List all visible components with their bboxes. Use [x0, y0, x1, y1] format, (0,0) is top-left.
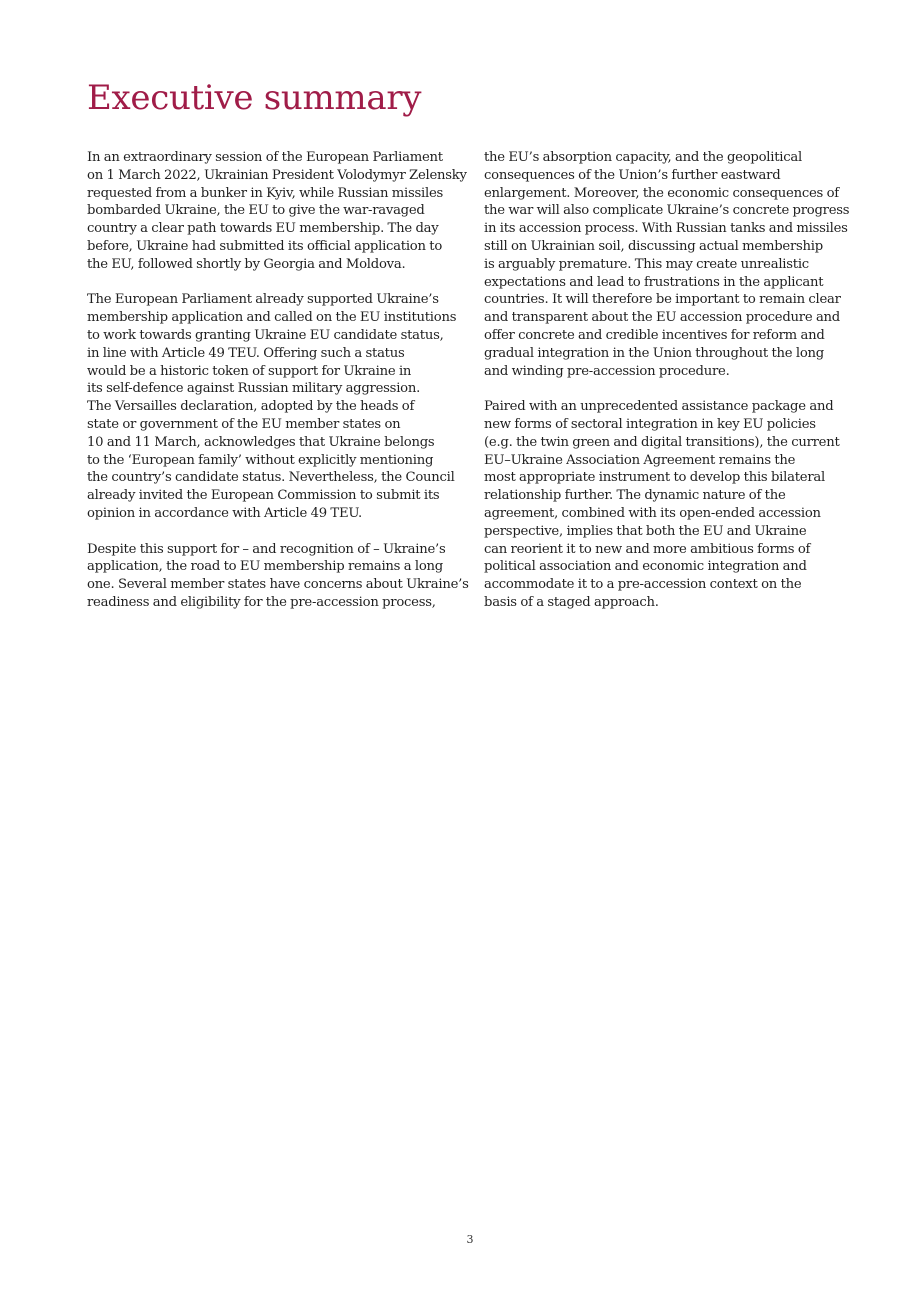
text-line: to work towards granting Ukraine EU candidate status,	[87, 327, 444, 343]
text-line: In an extraordinary session of the European Parliament	[87, 150, 443, 165]
text-line: on 1 March 2022, Ukrainian President Volodymyr Zelensky	[87, 167, 467, 183]
text-line: and winding pre-accession procedure.	[484, 363, 730, 379]
text-line: the EU, followed shortly by Georgia and Moldova.	[87, 256, 406, 272]
text-line: new forms of sectoral integration in key EU policies	[484, 416, 816, 432]
text-line: is arguably premature. This may create unrealistic	[484, 256, 809, 272]
text-line: the country’s candidate status. Nevertheless, the Council	[87, 470, 455, 486]
text-line: EU–Ukraine Association Agreement remains the	[484, 452, 796, 468]
text-line: requested from a bunker in Kyiv, while Russian missiles	[87, 185, 444, 201]
text-line: can reorient it to new and more ambitious forms of	[484, 541, 811, 557]
text-line: still on Ukrainian soil, discussing actual membership	[484, 238, 823, 254]
text-line: enlargement. Moreover, the economic consequences of	[484, 185, 839, 201]
text-line: application, the road to EU membership remains a long	[87, 559, 443, 575]
text-line: (e.g. the twin green and digital transitions), the current	[484, 434, 840, 450]
text-line: and transparent about the EU accession procedure and	[484, 310, 840, 326]
text-line: in line with Article 49 TEU. Offering such a status	[87, 345, 405, 361]
paragraph	[484, 398, 856, 612]
text-line: political association and economic integration and	[484, 559, 807, 575]
page-title: Executive summary	[87, 78, 422, 118]
text-line: 10 and 11 March, acknowledges that Ukraine belongs	[87, 434, 435, 450]
text-line: in its accession process. With Russian tanks and missiles	[484, 221, 848, 237]
text-line: country a clear path towards EU membership. The day	[87, 221, 439, 237]
page-number: 3	[466, 1233, 474, 1246]
text-line: relationship further. The dynamic nature of the	[484, 488, 786, 504]
text-line: bombarded Ukraine, the EU to give the war-ravaged	[87, 203, 425, 219]
paragraph	[87, 291, 459, 522]
text-line: the war will also complicate Ukraine’s concrete progress	[484, 203, 850, 219]
text-line: before, Ukraine had submitted its official application to	[87, 238, 443, 254]
text-line: offer concrete and credible incentives for reform and	[484, 327, 825, 343]
text-line: one. Several member states have concerns about Ukraine’s	[87, 577, 469, 593]
text-line: most appropriate instrument to develop this bilateral	[484, 470, 825, 486]
text-line: Despite this support for – and recognition of – Ukraine’s	[87, 541, 446, 557]
paragraph	[87, 541, 469, 612]
text-line: agreement, combined with its open-ended accession	[484, 505, 821, 521]
right-column	[484, 149, 856, 630]
text-line: Paired with an unprecedented assistance package and	[484, 399, 834, 415]
text-line: accommodate it to a pre-accession context on the	[484, 577, 802, 593]
text-line: basis of a staged approach.	[484, 594, 659, 610]
text-line: perspective, implies that both the EU and Ukraine	[484, 523, 807, 539]
text-line: would be a historic token of support for Ukraine in	[87, 363, 412, 379]
text-line: to the ‘European family’ without explicitly mentioning	[87, 452, 434, 468]
paragraph	[484, 149, 856, 380]
left-column	[87, 149, 469, 630]
text-line: expectations and lead to frustrations in the applicant	[484, 274, 824, 290]
text-line: opinion in accordance with Article 49 TEU.	[87, 505, 362, 521]
text-line: consequences of the Union’s further eastward	[484, 167, 781, 183]
text-line: readiness and eligibility for the pre-accession process,	[87, 594, 436, 610]
text-line: the EU’s absorption capacity, and the geopolitical	[484, 150, 802, 165]
text-line: its self-defence against Russian military aggression.	[87, 381, 421, 397]
text-line: already invited the European Commission to submit its	[87, 488, 440, 504]
text-line: state or government of the EU member states on	[87, 416, 401, 432]
text-line: The European Parliament already supported Ukraine’s	[87, 292, 439, 308]
text-line: countries. It will therefore be important to remain clear	[484, 292, 841, 308]
text-line: gradual integration in the Union throughout the long	[484, 345, 824, 361]
text-line: membership application and called on the EU institutions	[87, 310, 457, 326]
text-line: The Versailles declaration, adopted by the heads of	[87, 399, 415, 415]
paragraph	[87, 149, 467, 274]
